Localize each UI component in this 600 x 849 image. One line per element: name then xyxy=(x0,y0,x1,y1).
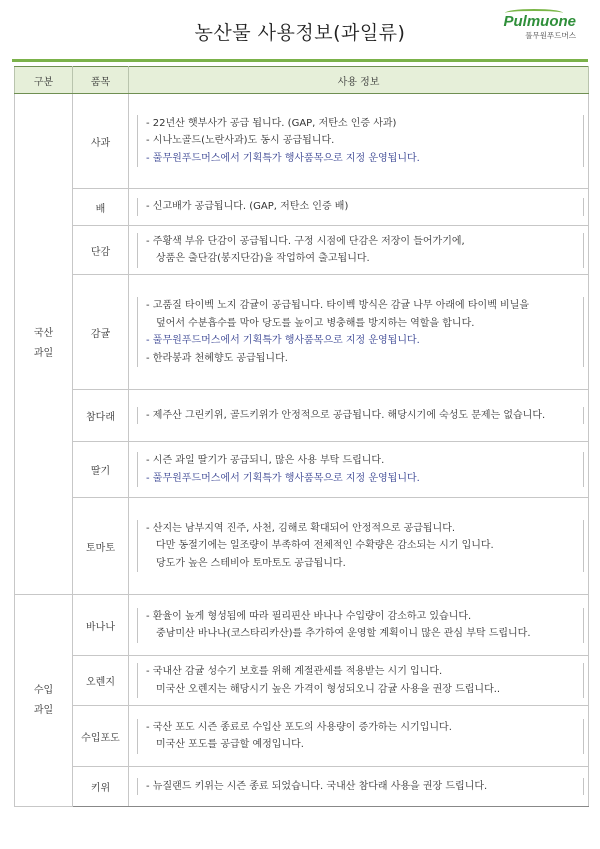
info-line: - 국내산 감귤 성수기 보호를 위해 계절관세를 적용받는 시기 입니다. xyxy=(146,666,443,677)
info-cell xyxy=(129,189,589,226)
item-cell: 참다래 xyxy=(73,390,129,442)
info-box xyxy=(137,297,584,367)
info-box xyxy=(137,198,584,216)
col-header-item: 품목 xyxy=(73,67,129,94)
info-cell xyxy=(129,94,589,189)
category-label: 국산 xyxy=(33,328,54,339)
table-row xyxy=(15,226,589,275)
item-cell: 딸기 xyxy=(73,442,129,498)
info-cell xyxy=(129,226,589,275)
item-cell: 오렌지 xyxy=(73,656,129,706)
item-cell: 사과 xyxy=(73,94,129,189)
info-cell xyxy=(129,706,589,767)
page-title: 농산물 사용정보(과일류) xyxy=(194,22,406,44)
info-line: - 시나노골드(노란사과)도 동시 공급됩니다. xyxy=(146,135,335,147)
info-box xyxy=(137,233,584,268)
item-cell: 토마토 xyxy=(73,498,129,595)
promo-line: - 풀무원푸드머스에서 기획특가 행사품목으로 지정 운영됩니다. xyxy=(146,472,420,484)
category-cell xyxy=(15,94,73,595)
info-line: - 22년산 햇부사가 공급 됩니다. (GAP, 저탄소 인증 사과) xyxy=(146,117,397,129)
info-line: - 제주산 그린키위, 골드키위가 안정적으로 공급됩니다. 해당시기에 숙성도 문제는 없습니다. xyxy=(146,409,546,421)
category-label: 수입 xyxy=(33,684,54,696)
info-line: 덮어서 수분흡수를 막아 당도를 높이고 병충해를 방지하는 역할을 합니다. xyxy=(156,317,475,329)
table-row xyxy=(15,706,589,767)
item-cell: 바나나 xyxy=(73,595,129,656)
logo-wordmark xyxy=(503,14,576,30)
info-line: 상품은 출단감(봉지단감)을 작업하여 출고됩니다. xyxy=(156,253,370,264)
table-row xyxy=(15,275,589,390)
info-line: 다만 동절기에는 일조량이 부족하여 전체적인 수확량은 감소되는 시기 입니다. xyxy=(156,540,494,552)
table-row xyxy=(15,767,589,807)
info-cell xyxy=(129,656,589,706)
item-cell: 키위 xyxy=(73,767,129,807)
table-row xyxy=(15,442,589,498)
info-line: - 한라봉과 천혜향도 공급됩니다. xyxy=(146,352,288,364)
item-cell: 감귤 xyxy=(73,275,129,390)
item-cell: 수입포도 xyxy=(73,706,129,767)
info-line: 미국산 오렌지는 해당시기 높은 가격이 형성되오니 감귤 사용을 권장 드립니다.. xyxy=(156,683,501,695)
info-cell xyxy=(129,442,589,498)
info-line: - 산지는 남부지역 진주, 사천, 김해로 확대되어 안정적으로 공급됩니다. xyxy=(146,522,456,534)
table-body xyxy=(15,94,589,807)
promo-line: - 풀무원푸드머스에서 기획특가 행사품목으로 지정 운영됩니다. xyxy=(146,335,420,346)
info-line: 미국산 포도를 공급할 예정입니다. xyxy=(156,739,304,750)
info-box xyxy=(137,778,584,796)
info-box xyxy=(137,115,584,168)
info-line: - 주황색 부유 단감이 공급됩니다. 구정 시점에 단감은 저장이 들어가기에, xyxy=(146,235,465,247)
table-row xyxy=(15,94,589,189)
info-cell xyxy=(129,275,589,390)
table-row xyxy=(15,390,589,442)
brand-logo xyxy=(503,14,576,40)
info-box xyxy=(137,407,584,425)
item-cell: 단감 xyxy=(73,226,129,275)
info-line: 중남미산 바나나(코스타리카산)를 추가하여 운영할 계획이니 많은 관심 부탁 드립니다. xyxy=(156,628,531,639)
table-row xyxy=(15,656,589,706)
category-cell xyxy=(15,595,73,807)
info-line: - 시즌 과일 딸기가 공급되니, 많은 사용 부탁 드립니다. xyxy=(146,455,385,466)
info-line: 당도가 높은 스테비아 토마토도 공급됩니다. xyxy=(156,557,346,569)
info-line: - 환율이 높게 형성됨에 따라 필리핀산 바나나 수입량이 감소하고 있습니다. xyxy=(146,610,472,622)
item-cell: 배 xyxy=(73,189,129,226)
info-line: - 국산 포도 시즌 종료로 수입산 포도의 사용량이 증가하는 시기입니다. xyxy=(146,721,452,733)
info-cell xyxy=(129,767,589,807)
info-box xyxy=(137,663,584,698)
info-cell xyxy=(129,390,589,442)
table-header-row xyxy=(15,67,589,94)
promo-line: - 풀무원푸드머스에서 기획특가 행사품목으로 지정 운영됩니다. xyxy=(146,152,420,164)
logo-swoosh-icon xyxy=(505,9,563,17)
category-label: 과일 xyxy=(33,704,54,716)
logo-main-text: Pulmuone xyxy=(503,13,576,30)
table-row xyxy=(15,595,589,656)
table-row xyxy=(15,189,589,226)
col-header-info: 사용 정보 xyxy=(129,67,589,94)
col-header-category: 구분 xyxy=(15,67,73,94)
info-box xyxy=(137,452,584,487)
info-line: - 뉴질랜드 키위는 시즌 종료 되었습니다. 국내산 참다래 사용을 권장 드립니다. xyxy=(146,780,488,792)
category-label: 과일 xyxy=(33,348,54,359)
info-cell xyxy=(129,498,589,595)
info-box xyxy=(137,608,584,643)
info-cell xyxy=(129,595,589,656)
logo-subtext: 풀무원푸드머스 xyxy=(525,31,576,40)
table-row xyxy=(15,498,589,595)
info-line: - 고품질 타이벡 노지 감귤이 공급됩니다. 타이벡 방식은 감귤 나무 아래에 타이벡 비닐을 xyxy=(146,300,530,311)
fruit-info-table xyxy=(14,66,589,807)
info-box xyxy=(137,719,584,754)
info-box xyxy=(137,520,584,573)
header-divider xyxy=(12,59,588,62)
info-line: - 신고배가 공급됩니다. (GAP, 저탄소 인증 배) xyxy=(146,201,349,213)
